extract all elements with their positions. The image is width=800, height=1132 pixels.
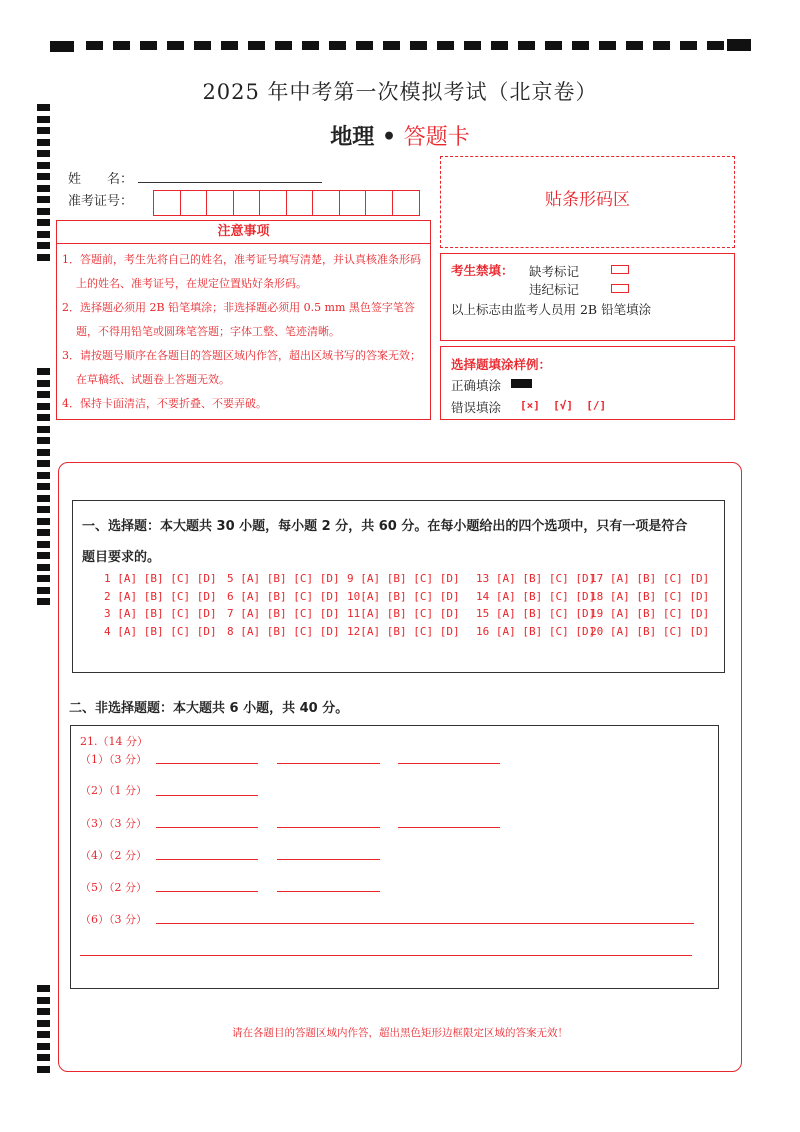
timing-mark (37, 368, 50, 375)
wrong-fill-samples: [×] [√] [/] (520, 399, 607, 412)
id-digit-cell[interactable] (234, 191, 261, 215)
id-digit-cell[interactable] (154, 191, 181, 215)
timing-mark (37, 997, 50, 1004)
choice-row[interactable]: 1 [A] [B] [C] [D] (104, 572, 217, 585)
notice-item: 4．保持卡面清洁，不要折叠、不要弄破。 (62, 397, 267, 410)
answer-blank[interactable] (156, 923, 694, 924)
timing-mark (37, 483, 50, 490)
fill-sample-heading: 选择题填涂样例： (451, 357, 552, 372)
part-label: （5）（2 分） (80, 881, 147, 894)
timing-mark (37, 185, 50, 192)
part-label: （2）（1 分） (80, 784, 147, 797)
id-digit-cell[interactable] (393, 191, 420, 215)
timing-mark (37, 150, 50, 157)
choice-row[interactable]: 6 [A] [B] [C] [D] (227, 590, 340, 603)
answer-blank[interactable] (277, 859, 380, 860)
id-number-boxes[interactable] (153, 190, 420, 216)
timing-mark (37, 449, 50, 456)
name-label: 姓 名： (68, 172, 134, 187)
notice-item: 1．答题前，考生先将自己的姓名，准考证号填写清楚，并认真核准条形码上的姓名、准考证号，在规定位置贴好条形码。 (62, 253, 421, 290)
notice-list (62, 248, 427, 416)
timing-mark (37, 587, 50, 594)
answer-blank[interactable] (80, 955, 692, 956)
absent-mark-box[interactable] (611, 265, 629, 274)
timing-mark (37, 380, 50, 387)
answer-blank[interactable] (156, 795, 258, 796)
choice-row[interactable]: 11[A] [B] [C] [D] (347, 607, 460, 620)
answer-card-label: 答题卡 (403, 125, 470, 150)
id-label: 准考证号： (68, 194, 134, 209)
name-field[interactable] (138, 166, 322, 183)
timing-mark (37, 437, 50, 444)
timing-mark (37, 173, 50, 180)
timing-mark (37, 414, 50, 421)
choice-row[interactable]: 18 [A] [B] [C] [D] (590, 590, 710, 603)
choice-row[interactable]: 14 [A] [B] [C] [D] (476, 590, 596, 603)
choice-row[interactable]: 3 [A] [B] [C] [D] (104, 607, 217, 620)
timing-mark (37, 1066, 50, 1073)
timing-mark (37, 529, 50, 536)
examiner-only-heading: 考生禁填： (451, 263, 514, 278)
section2-heading: 二、非选择题题：本大题共 6 小题，共 40 分。 (69, 701, 349, 716)
answer-blank[interactable] (156, 827, 258, 828)
question-21-label: 21.（14 分） (80, 735, 148, 748)
timing-mark (37, 598, 50, 605)
choice-row[interactable]: 9 [A] [B] [C] [D] (347, 572, 460, 585)
notice-title: 注意事项 (57, 222, 430, 244)
answer-blank[interactable] (156, 859, 258, 860)
choice-row[interactable]: 13 [A] [B] [C] [D] (476, 572, 596, 585)
timing-mark (37, 219, 50, 226)
answer-blank[interactable] (156, 763, 258, 764)
choice-row[interactable]: 19 [A] [B] [C] [D] (590, 607, 710, 620)
free-response-box (70, 725, 719, 989)
id-digit-cell[interactable] (207, 191, 234, 215)
timing-mark (37, 541, 50, 548)
wrong-fill-label: 错误填涂 (451, 400, 502, 415)
choice-row[interactable]: 15 [A] [B] [C] [D] (476, 607, 596, 620)
timing-mark (37, 162, 50, 169)
choice-row[interactable]: 10[A] [B] [C] [D] (347, 590, 460, 603)
examiner-note: 以上标志由监考人员用 2B 铅笔填涂 (451, 302, 652, 317)
choice-row[interactable]: 17 [A] [B] [C] [D] (590, 572, 710, 585)
id-digit-cell[interactable] (366, 191, 393, 215)
violation-mark-box[interactable] (611, 284, 629, 293)
choice-row[interactable]: 2 [A] [B] [C] [D] (104, 590, 217, 603)
timing-mark (37, 460, 50, 467)
section1-heading-line2: 题目要求的。 (82, 550, 161, 565)
answer-blank[interactable] (277, 891, 380, 892)
timing-mark (37, 208, 50, 215)
choice-row[interactable]: 20 [A] [B] [C] [D] (590, 625, 710, 638)
choice-row[interactable]: 16 [A] [B] [C] [D] (476, 625, 596, 638)
timing-mark (37, 426, 50, 433)
id-digit-cell[interactable] (181, 191, 208, 215)
answer-blank[interactable] (277, 827, 380, 828)
timing-mark (37, 403, 50, 410)
answer-blank[interactable] (398, 827, 500, 828)
exam-title: 2025 年中考第一次模拟考试（北京卷） (202, 80, 598, 104)
answer-blank[interactable] (156, 891, 258, 892)
subject-name: 地理 (330, 124, 375, 150)
answer-blank[interactable] (277, 763, 380, 764)
timing-mark (37, 564, 50, 571)
footer-warning: 请在各题目的答题区域内作答，超出黑色矩形边框限定区域的答案无效！ (232, 1027, 568, 1039)
timing-mark (37, 495, 50, 502)
part-label: （3）（3 分） (80, 817, 147, 830)
notice-item: 2．选择题必须用 2B 铅笔填涂；非选择题必须用 0.5 mm 黑色签字笔答题，不得用铅笔或圆珠笔答题；字体工整、笔迹清晰。 (62, 301, 415, 338)
part-label: （4）（2 分） (80, 849, 147, 862)
timing-mark (37, 391, 50, 398)
card-subtitle (0, 120, 800, 151)
violation-mark-label: 违纪标记 (529, 282, 580, 297)
timing-mark (37, 242, 50, 249)
barcode-label: 贴条形码区 (545, 190, 630, 210)
choice-row[interactable]: 12[A] [B] [C] [D] (347, 625, 460, 638)
choice-row[interactable]: 4 [A] [B] [C] [D] (104, 625, 217, 638)
timing-mark (37, 1008, 50, 1015)
timing-mark (37, 196, 50, 203)
correct-fill-label: 正确填涂 (451, 378, 502, 393)
part-label: （1）（3 分） (80, 753, 147, 766)
id-digit-cell[interactable] (287, 191, 314, 215)
absent-mark-label: 缺考标记 (529, 264, 580, 279)
section1-heading-line1: 一、选择题：本大题共 30 小题，每小题 2 分，共 60 分。在每小题给出的四个选项中，只有一项是符合 (82, 519, 688, 534)
id-digit-cell[interactable] (313, 191, 340, 215)
correct-fill-sample (511, 379, 532, 388)
timing-mark (37, 1043, 50, 1050)
part-label: （6）（3 分） (80, 913, 147, 926)
timing-mark (37, 231, 50, 238)
id-digit-cell[interactable] (260, 191, 287, 215)
timing-mark (37, 1054, 50, 1061)
timing-mark (37, 552, 50, 559)
subtitle-separator: • (381, 124, 397, 150)
timing-mark (37, 472, 50, 479)
answer-blank[interactable] (398, 763, 500, 764)
notice-item: 3．请按题号顺序在各题目的答题区域内作答，超出区域书写的答案无效；在草稿纸、试题卷上答题无效。 (62, 349, 421, 386)
timing-mark (37, 506, 50, 513)
choice-row[interactable]: 7 [A] [B] [C] [D] (227, 607, 340, 620)
choice-row[interactable]: 8 [A] [B] [C] [D] (227, 625, 340, 638)
timing-mark (37, 254, 50, 261)
timing-mark (37, 985, 50, 992)
id-digit-cell[interactable] (340, 191, 367, 215)
timing-mark (37, 518, 50, 525)
timing-mark (37, 575, 50, 582)
choice-row[interactable]: 5 [A] [B] [C] [D] (227, 572, 340, 585)
